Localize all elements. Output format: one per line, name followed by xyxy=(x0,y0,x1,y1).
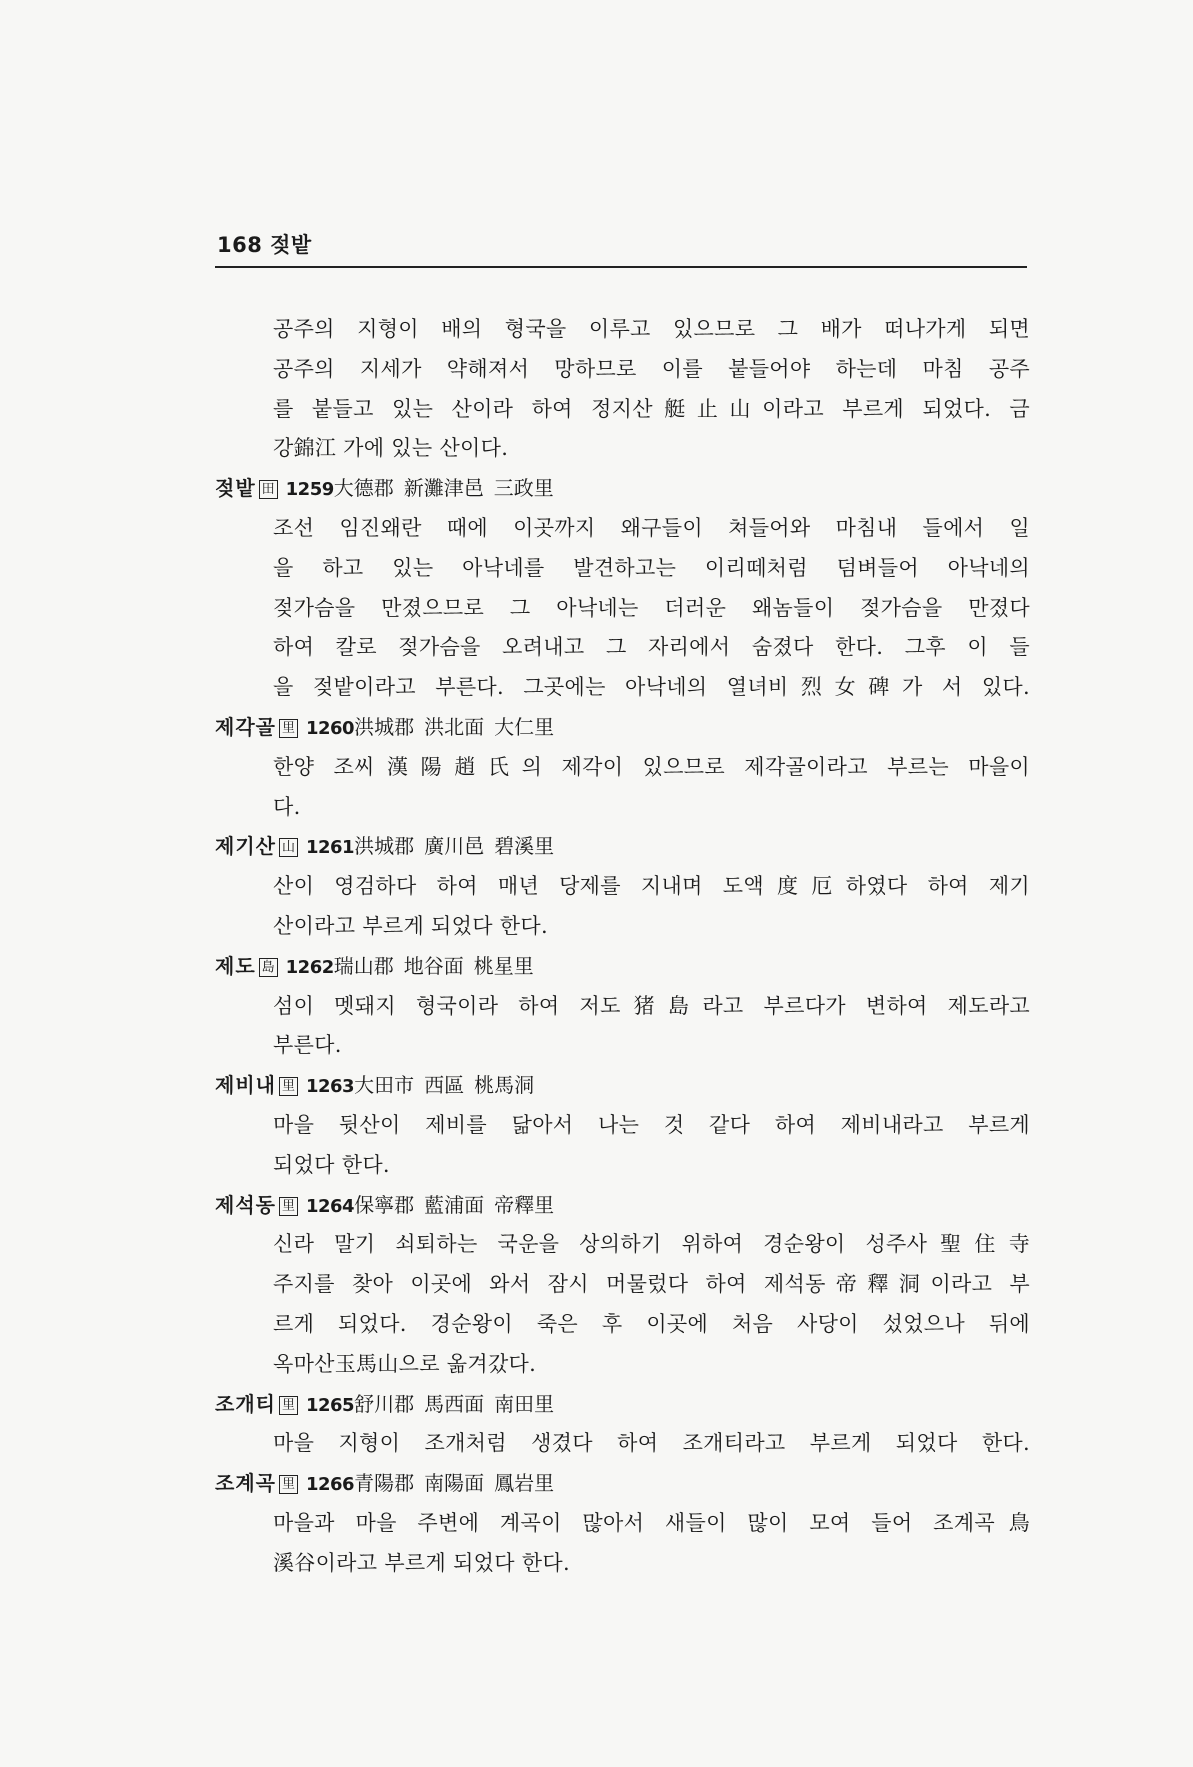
entry-type-badge: 山 xyxy=(279,838,298,857)
entry-place: 鳳岩里 xyxy=(494,1471,555,1496)
entry-place: 西區 xyxy=(424,1073,465,1098)
entry-number: 1262 xyxy=(285,956,334,978)
entry-body-line: 마을과 마을 주변에 계곡이 많아서 새들이 많이 모여 들어 조계곡鳥 xyxy=(273,1510,1030,1535)
entry-heading xyxy=(215,469,1030,509)
entry-headword: 조계곡 xyxy=(215,1471,276,1496)
entry-heading xyxy=(215,1385,1030,1425)
entry-body-line: 산이라고 부르게 되었다 한다. xyxy=(273,913,548,938)
header-rule xyxy=(215,266,1027,268)
entry-type-badge: 里 xyxy=(279,719,298,738)
entry-headword: 젖밭 xyxy=(215,476,256,501)
entry-body-line: 부른다. xyxy=(273,1033,342,1058)
entry-type-badge: 田 xyxy=(259,480,278,499)
entry-place: 大德郡 xyxy=(333,476,394,501)
entry-body-line: 공주의 지형이 배의 형국을 이루고 있으므로 그 배가 떠나가게 되면 xyxy=(273,317,1030,341)
entry-place: 洪城郡 xyxy=(354,714,415,739)
entry-number: 1266 xyxy=(305,1474,355,1496)
entry-place: 大田市 xyxy=(354,1073,415,1098)
entry-type-badge: 里 xyxy=(279,1396,298,1415)
entry-place: 舒川郡 xyxy=(354,1391,415,1416)
entry-heading xyxy=(215,827,1030,867)
entry-body-line: 주지를 찾아 이곳에 와서 잠시 머물렀다 하여 제석동帝釋洞이라고 부 xyxy=(273,1272,1030,1297)
entry-place: 碧溪里 xyxy=(494,834,555,859)
entry-place: 馬西面 xyxy=(424,1391,485,1416)
entry-place: 大仁里 xyxy=(494,714,555,739)
entry-heading xyxy=(215,947,1030,987)
entry-number: 1265 xyxy=(305,1394,355,1416)
entry-body-line: 산이 영검하다 하여 매년 당제를 지내며 도액度厄하였다 하여 제기 xyxy=(273,874,1030,899)
entry-body-line: 강錦江 가에 있는 산이다. xyxy=(273,436,509,461)
entry-body-line: 섬이 멧돼지 형국이라 하여 저도猪島라고 부르다가 변하여 제도라고 xyxy=(273,993,1030,1018)
entry-place: 南陽面 xyxy=(424,1471,485,1496)
entry-body-line: 마을 뒷산이 제비를 닮아서 나는 것 같다 하여 제비내라고 부르게 xyxy=(273,1112,1030,1137)
entry-place: 洪北面 xyxy=(424,714,485,739)
entry-number: 1259 xyxy=(285,479,334,501)
entry-body-line: 을 젖밭이라고 부른다. 그곳에는 아낙네의 열녀비烈女碑가 서 있다. xyxy=(273,675,1030,700)
entry-type-badge: 里 xyxy=(279,1077,298,1096)
entry-headword: 조개티 xyxy=(215,1391,276,1416)
entry-headword: 제도 xyxy=(215,953,256,978)
dictionary-entries xyxy=(215,310,1030,1584)
entry-body-line: 옥마산玉馬山으로 옮겨갔다. xyxy=(273,1351,537,1376)
entry-place: 新灘津邑 xyxy=(403,476,484,501)
entry-body-line: 를 붙들고 있는 산이라 하여 정지산艇止山이라고 부르게 되었다. 금 xyxy=(273,396,1030,421)
entry-body-line: 르게 되었다. 경순왕이 죽은 후 이곳에 처음 사당이 섰었으나 뒤에 xyxy=(273,1311,1030,1336)
entry-heading xyxy=(215,1186,1030,1226)
entry-headword: 제비내 xyxy=(215,1073,276,1098)
entry-type-badge: 里 xyxy=(279,1197,298,1216)
entry-body-line: 되었다 한다. xyxy=(273,1152,390,1177)
entry-type-badge: 里 xyxy=(279,1475,298,1494)
entry-number: 1260 xyxy=(305,717,355,739)
entry-place: 桃馬洞 xyxy=(474,1073,535,1098)
entry-place: 青陽郡 xyxy=(354,1471,415,1496)
entry-body-line: 溪谷이라고 부르게 되었다 한다. xyxy=(273,1550,570,1575)
entry-place: 三政里 xyxy=(493,476,554,501)
entry-body-line: 마을 지형이 조개처럼 생겼다 하여 조개티라고 부르게 되었다 한다. xyxy=(273,1431,1030,1456)
entry-place: 帝釋里 xyxy=(494,1192,555,1217)
entry-heading xyxy=(215,708,1030,748)
entry-body-line: 다. xyxy=(273,794,301,819)
entry-heading xyxy=(215,1464,1030,1504)
entry-type-badge: 島 xyxy=(259,958,278,977)
entry-place: 洪城郡 xyxy=(354,834,415,859)
entry-place: 藍浦面 xyxy=(424,1192,485,1217)
entry-heading xyxy=(215,1066,1030,1106)
running-head: 168 젖밭 xyxy=(217,233,312,257)
entry-place: 南田里 xyxy=(494,1391,555,1416)
entry-number: 1264 xyxy=(305,1195,355,1217)
entry-headword: 제각골 xyxy=(215,714,276,739)
entry-headword: 제석동 xyxy=(215,1192,276,1217)
entry-place: 保寧郡 xyxy=(354,1192,415,1217)
entry-headword: 제기산 xyxy=(215,834,276,859)
entry-body-line: 신라 말기 쇠퇴하는 국운을 상의하기 위하여 경순왕이 성주사聖住寺 xyxy=(273,1232,1030,1257)
entry-number: 1261 xyxy=(305,837,355,859)
entry-body-line: 젖가슴을 만졌으므로 그 아낙네는 더러운 왜놈들이 젖가슴을 만졌다 xyxy=(273,595,1030,620)
entry-place: 廣川邑 xyxy=(424,834,485,859)
entry-body-line: 하여 칼로 젖가슴을 오려내고 그 자리에서 숨졌다 한다. 그후 이 들 xyxy=(273,635,1030,660)
entry-body-line: 공주의 지세가 약해져서 망하므로 이를 붙들어야 하는데 마침 공주 xyxy=(273,356,1030,381)
entry-body-line: 을 하고 있는 아낙네를 발견하고는 이리떼처럼 덤벼들어 아낙네의 xyxy=(273,555,1030,580)
entry-place: 桃星里 xyxy=(473,953,534,978)
entry-body-line: 조선 임진왜란 때에 이곳까지 왜구들이 쳐들어와 마침내 들에서 일 xyxy=(273,515,1030,540)
entry-body-line: 한양 조씨漢陽趙氏의 제각이 있으므로 제각골이라고 부르는 마을이 xyxy=(273,754,1030,779)
entry-place: 瑞山郡 xyxy=(333,953,394,978)
entry-place: 地谷面 xyxy=(403,953,464,978)
entry-number: 1263 xyxy=(305,1076,355,1098)
